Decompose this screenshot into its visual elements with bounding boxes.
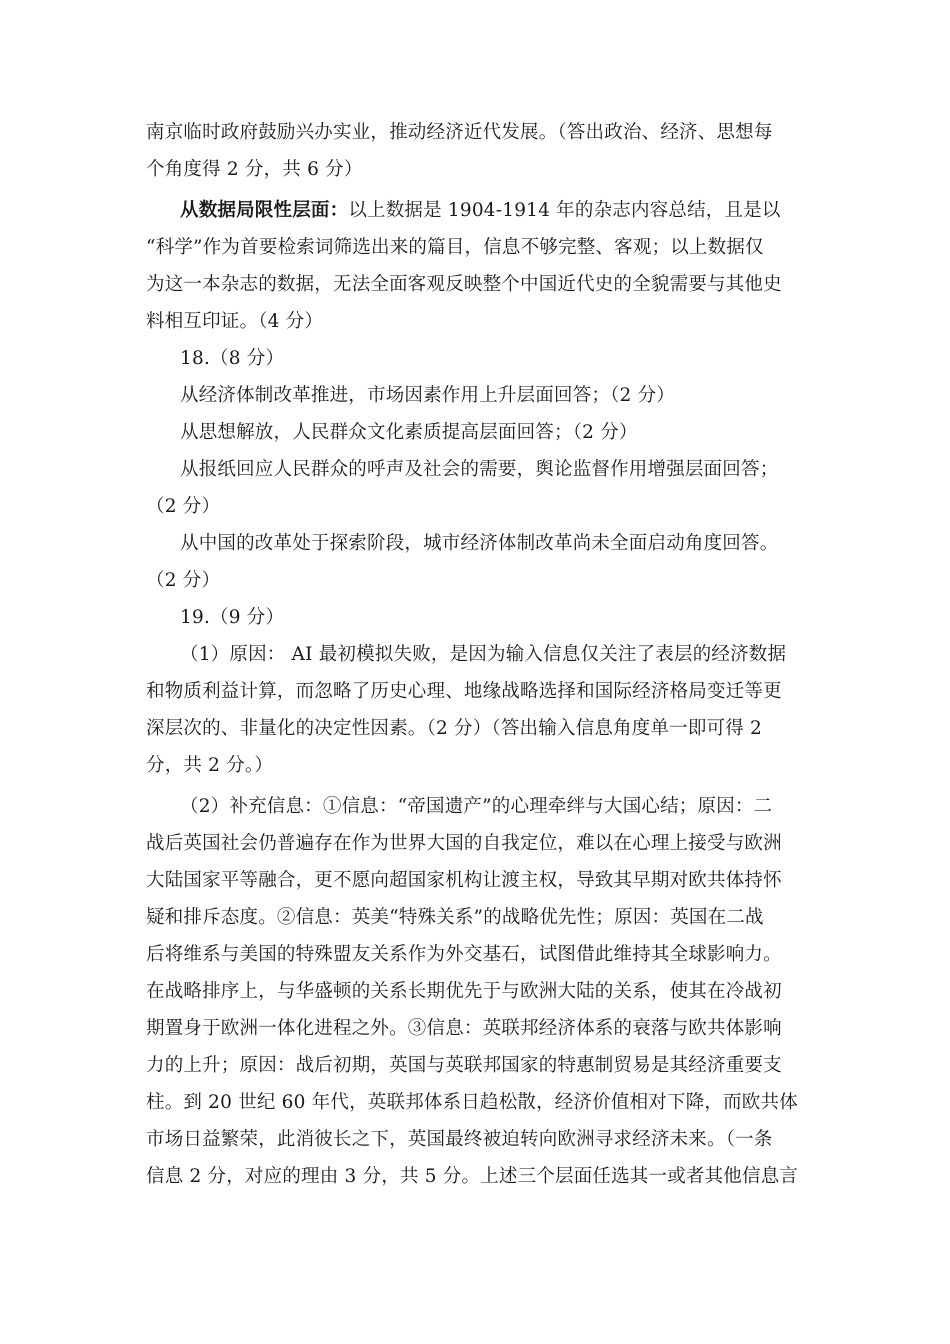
answer-line: 从报纸回应人民群众的呼声及社会的需要，舆论监督作用增强层面回答； (180, 459, 779, 480)
answer-line: 从思想解放，人民群众文化素质提高层面回答；（2 分） (180, 422, 638, 443)
section-paragraph (180, 199, 950, 223)
answer-line: 信息 2 分，对应的理由 3 分，共 5 分。上述三个层面任选其一或者其他信息言 (146, 1166, 799, 1187)
text-line: “科学”作为首要检索词筛选出来的篇目，信息不够完整、客观；以上数据仅 (146, 237, 764, 258)
answer-line: 战后英国社会仍普遍存在作为世界大国的自我定位，难以在心理上接受与欧洲 (146, 833, 782, 854)
text-span: 以上数据是 1904-1914 年的杂志内容总结，且是以 (348, 200, 781, 221)
question-number: 18.（8 分） (180, 348, 285, 369)
answer-line: （2 分） (146, 496, 221, 517)
answer-line: 柱。到 20 世纪 60 年代，英联邦体系日趋松散，经济价值相对下降，而欧共体 (146, 1092, 798, 1113)
text-line: 料相互印证。（4 分） (146, 311, 324, 332)
answer-line: 在战略排序上，与华盛顿的关系长期优先于与欧洲大陆的关系，使其在冷战初 (146, 981, 782, 1002)
answer-line: 分，共 2 分。） (146, 755, 274, 776)
text-line: 个角度得 2 分，共 6 分） (146, 159, 363, 180)
answer-line: （1）原因： AI 最初模拟失败，是因为输入信息仅关注了表层的经济数据 (180, 644, 787, 665)
answer-line: （2）补充信息：①信息：“帝国遗产”的心理牵绊与大国心结；原因：二 (180, 796, 773, 817)
section-heading: 从数据局限性层面： (180, 200, 349, 221)
answer-line: 和物质利益计算，而忽略了历史心理、地缘战略选择和国际经济格局变迁等更 (146, 681, 782, 702)
question-number: 19.（9 分） (180, 607, 285, 628)
answer-line: 深层次的、非量化的决定性因素。（2 分）（答出输入信息角度单一即可得 2 (146, 718, 763, 739)
text-line: 南京临时政府鼓励兴办实业，推动经济近代发展。（答出政治、经济、思想每 (146, 122, 773, 143)
answer-line: 疑和排斥态度。②信息：英美“特殊关系”的战略优先性；原因：英国在二战 (146, 907, 764, 928)
answer-line: 从中国的改革处于探索阶段，城市经济体制改革尚未全面启动角度回答。 (180, 533, 779, 554)
answer-line: （2 分） (146, 570, 221, 591)
answer-line: 期置身于欧洲一体化进程之外。③信息：英联邦经济体系的衰落与欧共体影响 (146, 1018, 782, 1039)
text-line: 为这一本杂志的数据，无法全面客观反映整个中国近代史的全貌需要与其他史 (146, 274, 782, 295)
answer-line: 力的上升；原因：战后初期，英国与英联邦国家的特惠制贸易是其经济重要支 (146, 1055, 782, 1076)
answer-line: 市场日益繁荣，此消彼长之下，英国最终被迫转向欧洲寻求经济未来。（一条 (146, 1129, 773, 1150)
answer-line: 从经济体制改革推进，市场因素作用上升层面回答；（2 分） (180, 385, 676, 406)
answer-line: 大陆国家平等融合，更不愿向超国家机构让渡主权，导致其早期对欧共体持怀 (146, 870, 782, 891)
answer-line: 后将维系与美国的特殊盟友关系作为外交基石，试图借此维持其全球影响力。 (146, 944, 782, 965)
